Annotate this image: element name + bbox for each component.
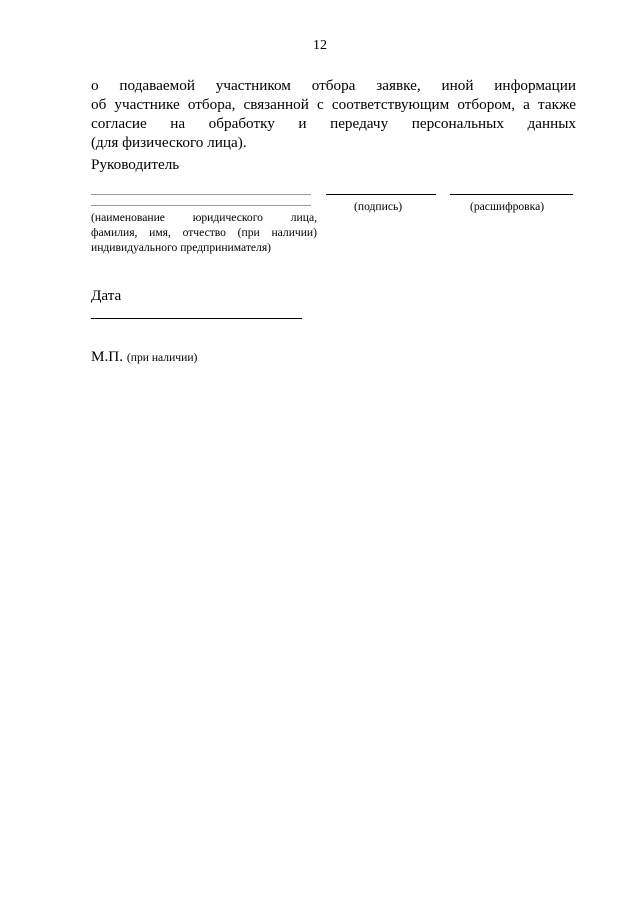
stamp-label: [91, 348, 197, 367]
entity-caption: [91, 210, 317, 255]
entity-caption-line: фамилия, имя, отчество (при наличии): [91, 226, 317, 239]
stamp-note: (при наличии): [126, 351, 198, 364]
entity-caption-line: индивидуального предпринимателя): [91, 241, 272, 254]
page-number: 12: [313, 38, 327, 53]
entity-name-line: [91, 194, 311, 195]
date-label: Дата: [91, 287, 122, 304]
paragraph-line: о подаваемой участником отбора заявке, иной информации: [91, 77, 576, 94]
head-label: Руководитель: [91, 156, 180, 173]
paragraph-line: (для физического лица).: [91, 134, 247, 151]
entity-name-line-lower: [91, 205, 311, 206]
signature-line: [326, 194, 436, 195]
paragraph-line: согласие на обработку и передачу персональных данных: [91, 115, 576, 132]
date-line: [91, 318, 302, 319]
decoding-line: [450, 194, 573, 195]
body-paragraph: [91, 76, 576, 152]
decoding-caption: (расшифровка): [470, 200, 545, 213]
signature-caption: (подпись): [354, 200, 403, 213]
stamp-abbr: М.П.: [91, 348, 124, 365]
paragraph-line: об участнике отбора, связанной с соответствующим отбором, а также: [91, 96, 576, 113]
entity-caption-line: (наименование юридического лица,: [91, 211, 317, 224]
